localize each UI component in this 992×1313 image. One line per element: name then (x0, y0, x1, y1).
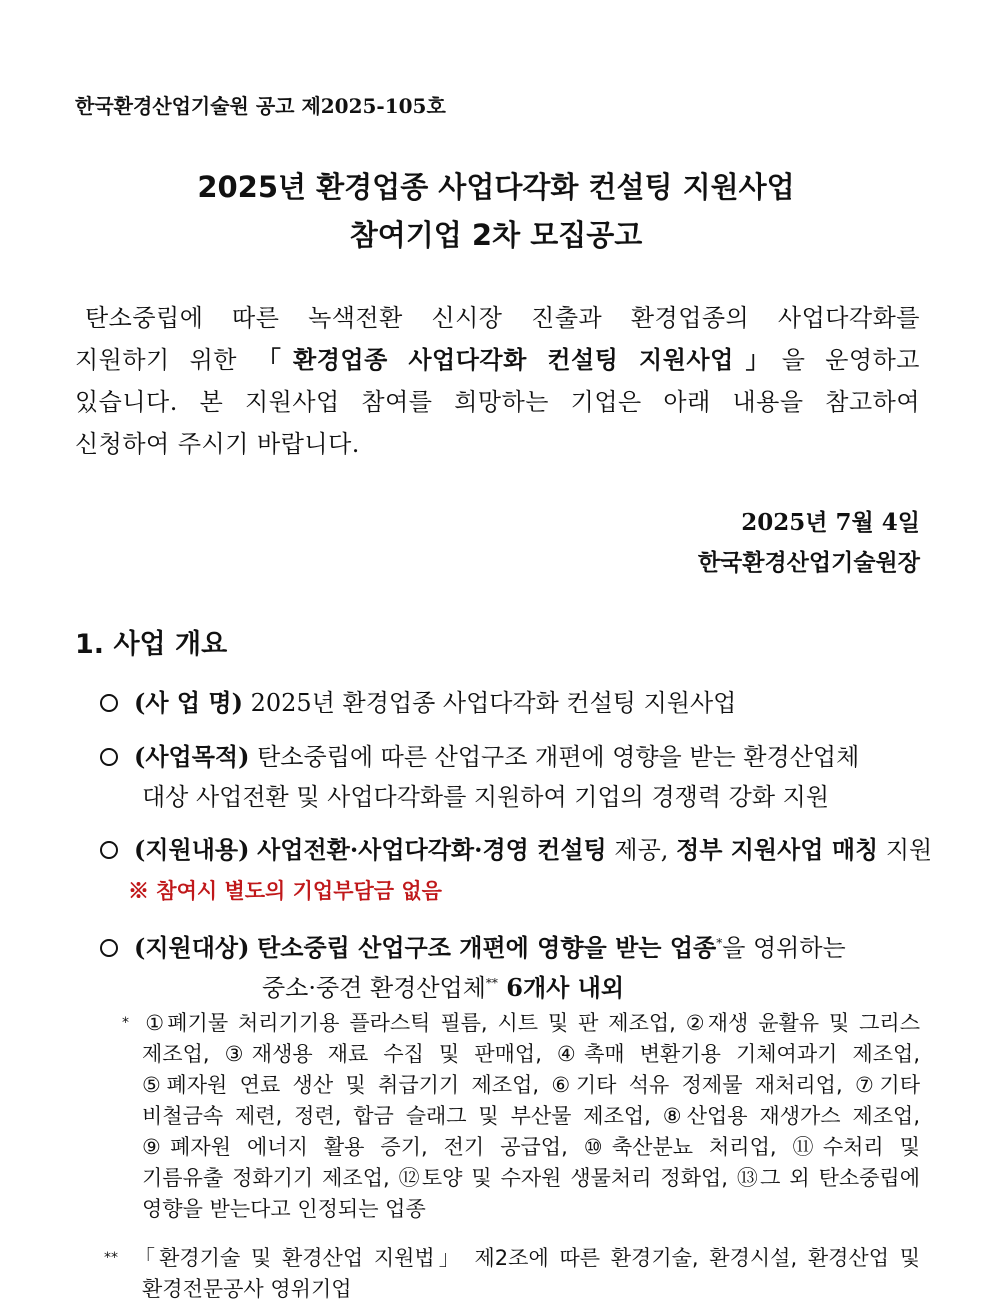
issuer-name: 한국환경산업기술원장 (697, 549, 920, 576)
bullet-circle-icon (100, 748, 118, 766)
target-sup2: ** (485, 976, 498, 990)
intro-paragraph (75, 297, 920, 465)
footnote2-line1-text: 「환경기술 및 환경산업 지원법」 제2조에 따른 환경기술, 환경시설, 환경산업 및 (130, 1246, 920, 1270)
page-title-line1: 2025년 환경업종 사업다각화 컨설팅 지원사업 (197, 170, 795, 204)
bullet-circle-icon (100, 939, 118, 957)
target-bold2: 6개사 내외 (497, 973, 625, 1002)
intro-program-name: 「환경업종 사업다각화 컨설팅 지원사업」 (256, 345, 782, 374)
footnote1-marker: * (122, 1015, 129, 1031)
footnote2-line2: 환경전문공사 영위기업 (142, 1277, 352, 1301)
bullet-circle-icon (100, 694, 118, 712)
footnote1-line3: ⑤폐자원 연료 생산 및 취급기기 제조업, ⑥기타 석유 정제물 재처리업, ⑦기타 (142, 1073, 920, 1097)
purpose-label: (사업목적) (134, 742, 250, 771)
footnote-enterprise (104, 1243, 920, 1305)
target-sup1: * (716, 936, 723, 950)
target-line2 (262, 966, 920, 1005)
section-heading: 1. 사업 개요 (75, 629, 228, 660)
business-name-text: 2025년 환경업종 사업다각화 컨설팅 지원사업 (250, 689, 737, 717)
target-item (100, 926, 920, 965)
business-name-label: (사 업 명) (134, 688, 243, 717)
notice-date: 2025년 7월 4일 (741, 509, 920, 536)
notice-number: 한국환경산업기술원 공고 제2025-105호 (75, 94, 446, 118)
support-bold2: 정부 지원사업 매칭 (676, 835, 879, 864)
bullet-circle-icon (100, 841, 118, 859)
intro-line2-pre: 지원하기 위한 (75, 346, 257, 374)
target-bold1: 탄소중립 산업구조 개편에 영향을 받는 업종 (257, 933, 717, 962)
footnote1-line1 (122, 1008, 920, 1039)
intro-line1: 탄소중립에 따른 녹색전환 신시장 진출과 환경업종의 사업다각화를 (85, 304, 920, 332)
support-end: 지원 (878, 836, 933, 864)
footnote2-line1 (104, 1243, 920, 1274)
purpose-text1: 탄소중립에 따른 산업구조 개편에 영향을 받는 환경산업체 (257, 743, 860, 771)
page-title-line2: 참여기업 2차 모집공고 (349, 218, 643, 252)
intro-line2-post: 을 운영하고 (781, 346, 920, 374)
purpose-item (100, 740, 920, 774)
footnote1-line2: 제조업, ③재생용 재료 수집 및 판매업, ④촉매 변환기용 기체여과기 제조업, (142, 1042, 920, 1066)
business-name-item (100, 686, 920, 720)
footnote1-line7: 영향을 받는다고 인정되는 업종 (142, 1197, 426, 1221)
footnote-industries (122, 1008, 920, 1225)
footnote1-line5: ⑨폐자원 에너지 활용 증기, 전기 공급업, ⑩축산분뇨 처리업, ⑪수처리 및 (142, 1135, 920, 1159)
target-text2: 중소·중견 환경산업체 (262, 974, 486, 1002)
intro-line4: 신청하여 주시기 바랍니다. (75, 430, 360, 458)
target-label: (지원대상) (134, 933, 250, 962)
support-label: (지원내용) (134, 835, 250, 864)
support-mid: 제공, (606, 836, 677, 864)
purpose-text2: 대상 사업전환 및 사업다각화를 지원하여 기업의 경쟁력 강화 지원 (142, 783, 829, 811)
footnote2-marker: ** (104, 1250, 118, 1266)
target-text1: 을 영위하는 (722, 934, 846, 962)
support-bold1: 사업전환·사업다각화·경영 컨설팅 (257, 835, 607, 864)
footnote1-line1-text: ①폐기물 처리기기용 플라스틱 필름, 시트 및 판 제조업, ②재생 윤활유 및 그리스 (142, 1011, 920, 1035)
support-item (100, 833, 933, 867)
footnote1-line6: 기름유출 정화기기 제조업, ⑫토양 및 수자원 생물처리 정화업, ⑬그 외 탄소중립에 (142, 1166, 920, 1190)
footnote1-line4: 비철금속 제련, 정련, 합금 슬래그 및 부산물 제조업, ⑧산업용 재생가스 제조업, (142, 1104, 920, 1128)
intro-line3: 있습니다. 본 지원사업 참여를 희망하는 기업은 아래 내용을 참고하여 (75, 388, 920, 416)
support-note: ※ 참여시 별도의 기업부담금 없음 (128, 878, 442, 903)
intro-line2 (75, 339, 920, 381)
